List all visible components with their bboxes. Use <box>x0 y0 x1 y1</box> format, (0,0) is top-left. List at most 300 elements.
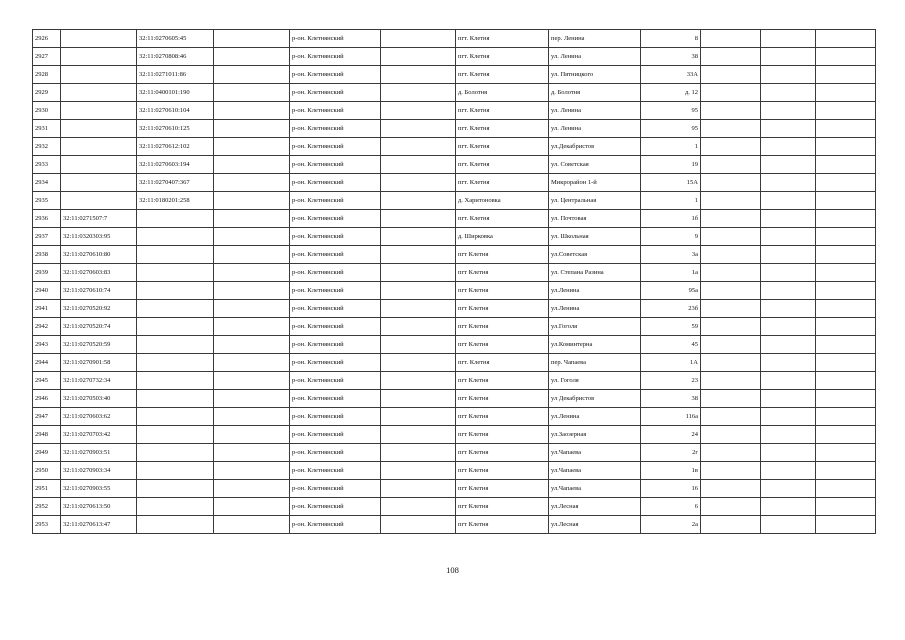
empty-cell <box>816 156 876 174</box>
table-row <box>33 354 876 372</box>
empty-cell <box>701 120 761 138</box>
cadastral-number-alt-cell <box>137 516 214 534</box>
table-row <box>33 498 876 516</box>
empty-cell <box>214 444 290 462</box>
house-number-cell: 33А <box>641 66 701 84</box>
empty-cell <box>701 228 761 246</box>
table-row <box>33 264 876 282</box>
district-cell: р-он. Клетнянский <box>290 390 381 408</box>
table-row <box>33 156 876 174</box>
empty-cell <box>701 498 761 516</box>
table-row <box>33 282 876 300</box>
cadastral-number-alt-cell: 32:11:0270603:194 <box>137 156 214 174</box>
cadastral-number-alt-cell <box>137 336 214 354</box>
empty-cell <box>214 300 290 318</box>
cadastral-number-alt-cell: 32:11:0271011:86 <box>137 66 214 84</box>
row-number-cell: 2934 <box>33 174 61 192</box>
empty-cell <box>381 336 456 354</box>
house-number-cell: 16 <box>641 480 701 498</box>
empty-cell <box>761 66 816 84</box>
district-cell: р-он. Клетнянский <box>290 84 381 102</box>
house-number-cell: 23б <box>641 300 701 318</box>
empty-cell <box>214 174 290 192</box>
district-cell: р-он. Клетнянский <box>290 426 381 444</box>
empty-cell <box>761 48 816 66</box>
empty-cell <box>214 138 290 156</box>
district-cell: р-он. Клетнянский <box>290 408 381 426</box>
cadastral-number-alt-cell <box>137 246 214 264</box>
empty-cell <box>214 48 290 66</box>
cadastral-number-alt-cell <box>137 282 214 300</box>
street-cell: ул. Ленина <box>549 102 641 120</box>
settlement-cell: пгт Клетня <box>456 318 549 336</box>
empty-cell <box>816 264 876 282</box>
table-row <box>33 210 876 228</box>
empty-cell <box>214 282 290 300</box>
house-number-cell: 38 <box>641 48 701 66</box>
empty-cell <box>816 120 876 138</box>
cadastral-number-cell: 32:11:0270610:80 <box>61 246 137 264</box>
empty-cell <box>214 264 290 282</box>
cadastral-number-cell: 32:11:0270901:58 <box>61 354 137 372</box>
empty-cell <box>761 30 816 48</box>
row-number-cell: 2940 <box>33 282 61 300</box>
empty-cell <box>214 390 290 408</box>
cadastral-number-alt-cell <box>137 408 214 426</box>
street-cell: ул. Ленина <box>549 48 641 66</box>
empty-cell <box>816 426 876 444</box>
street-cell: ул. Пятницкого <box>549 66 641 84</box>
table-row <box>33 192 876 210</box>
row-number-cell: 2943 <box>33 336 61 354</box>
table-row <box>33 462 876 480</box>
empty-cell <box>816 480 876 498</box>
empty-cell <box>381 354 456 372</box>
cadastral-number-cell: 32:11:0270613:50 <box>61 498 137 516</box>
district-cell: р-он. Клетнянский <box>290 264 381 282</box>
cadastral-number-alt-cell: 32:11:0270605:45 <box>137 30 214 48</box>
row-number-cell: 2933 <box>33 156 61 174</box>
empty-cell <box>214 84 290 102</box>
cadastral-number-cell: 32:11:0270603:83 <box>61 264 137 282</box>
row-number-cell: 2942 <box>33 318 61 336</box>
empty-cell <box>701 408 761 426</box>
street-cell: ул.Лесная <box>549 498 641 516</box>
street-cell: ул.Советская <box>549 246 641 264</box>
settlement-cell: пгт. Клетня <box>456 48 549 66</box>
house-number-cell: 95 <box>641 102 701 120</box>
cadastral-number-alt-cell <box>137 228 214 246</box>
table-row <box>33 102 876 120</box>
street-cell: ул.Ленина <box>549 282 641 300</box>
house-number-cell: 1 <box>641 192 701 210</box>
empty-cell <box>701 336 761 354</box>
table-row <box>33 444 876 462</box>
empty-cell <box>381 210 456 228</box>
house-number-cell: 6 <box>641 498 701 516</box>
cadastral-number-cell <box>61 138 137 156</box>
empty-cell <box>701 84 761 102</box>
empty-cell <box>214 498 290 516</box>
house-number-cell: 95а <box>641 282 701 300</box>
settlement-cell: пгт Клетня <box>456 516 549 534</box>
empty-cell <box>701 480 761 498</box>
table-row <box>33 30 876 48</box>
district-cell: р-он. Клетнянский <box>290 120 381 138</box>
empty-cell <box>214 156 290 174</box>
row-number-cell: 2949 <box>33 444 61 462</box>
empty-cell <box>381 426 456 444</box>
street-cell: ул.Чапаева <box>549 462 641 480</box>
house-number-cell: 1б <box>641 210 701 228</box>
district-cell: р-он. Клетнянский <box>290 48 381 66</box>
empty-cell <box>701 30 761 48</box>
settlement-cell: д. Болотня <box>456 84 549 102</box>
empty-cell <box>701 390 761 408</box>
house-number-cell: 15А <box>641 174 701 192</box>
cadastral-number-cell: 32:11:0270903:51 <box>61 444 137 462</box>
row-number-cell: 2937 <box>33 228 61 246</box>
empty-cell <box>214 192 290 210</box>
cadastral-number-alt-cell: 32:11:0180201:258 <box>137 192 214 210</box>
empty-cell <box>381 228 456 246</box>
cadastral-number-alt-cell <box>137 462 214 480</box>
empty-cell <box>381 300 456 318</box>
empty-cell <box>816 300 876 318</box>
empty-cell <box>816 282 876 300</box>
cadastral-number-cell: 32:11:0271507:7 <box>61 210 137 228</box>
empty-cell <box>701 426 761 444</box>
district-cell: р-он. Клетнянский <box>290 228 381 246</box>
row-number-cell: 2952 <box>33 498 61 516</box>
house-number-cell: 95 <box>641 120 701 138</box>
empty-cell <box>381 480 456 498</box>
row-number-cell: 2951 <box>33 480 61 498</box>
house-number-cell: 1А <box>641 354 701 372</box>
empty-cell <box>381 498 456 516</box>
cadastral-number-cell: 32:11:0320303:95 <box>61 228 137 246</box>
table-row <box>33 48 876 66</box>
empty-cell <box>381 66 456 84</box>
empty-cell <box>214 354 290 372</box>
settlement-cell: пгт. Клетня <box>456 138 549 156</box>
empty-cell <box>381 120 456 138</box>
empty-cell <box>761 282 816 300</box>
settlement-cell: пгт. Клетня <box>456 30 549 48</box>
row-number-cell: 2946 <box>33 390 61 408</box>
row-number-cell: 2926 <box>33 30 61 48</box>
table-row <box>33 318 876 336</box>
row-number-cell: 2936 <box>33 210 61 228</box>
empty-cell <box>816 408 876 426</box>
empty-cell <box>761 156 816 174</box>
empty-cell <box>761 390 816 408</box>
street-cell: д. Болотня <box>549 84 641 102</box>
cadastral-number-alt-cell: 32:11:0270808:46 <box>137 48 214 66</box>
street-cell: пер. Чапаева <box>549 354 641 372</box>
empty-cell <box>816 516 876 534</box>
house-number-cell: 23 <box>641 372 701 390</box>
empty-cell <box>701 318 761 336</box>
settlement-cell: пгт. Клетня <box>456 120 549 138</box>
cadastral-number-alt-cell: 32:11:0270610:125 <box>137 120 214 138</box>
empty-cell <box>701 210 761 228</box>
empty-cell <box>761 246 816 264</box>
empty-cell <box>701 264 761 282</box>
house-number-cell: 2а <box>641 516 701 534</box>
empty-cell <box>816 174 876 192</box>
street-cell: ул.Декабристов <box>549 138 641 156</box>
row-number-cell: 2939 <box>33 264 61 282</box>
empty-cell <box>816 30 876 48</box>
district-cell: р-он. Клетнянский <box>290 246 381 264</box>
cadastral-number-cell <box>61 66 137 84</box>
empty-cell <box>816 138 876 156</box>
row-number-cell: 2938 <box>33 246 61 264</box>
empty-cell <box>214 228 290 246</box>
property-register-table <box>32 29 876 534</box>
empty-cell <box>761 444 816 462</box>
settlement-cell: пгт. Клетня <box>456 210 549 228</box>
empty-cell <box>701 102 761 120</box>
empty-cell <box>816 84 876 102</box>
cadastral-number-alt-cell <box>137 480 214 498</box>
empty-cell <box>701 66 761 84</box>
cadastral-number-cell: 32:11:0270520:59 <box>61 336 137 354</box>
district-cell: р-он. Клетнянский <box>290 336 381 354</box>
table-row <box>33 336 876 354</box>
empty-cell <box>214 30 290 48</box>
cadastral-number-cell <box>61 84 137 102</box>
district-cell: р-он. Клетнянский <box>290 300 381 318</box>
empty-cell <box>701 138 761 156</box>
empty-cell <box>761 480 816 498</box>
cadastral-number-cell <box>61 192 137 210</box>
empty-cell <box>816 228 876 246</box>
cadastral-number-cell <box>61 156 137 174</box>
row-number-cell: 2929 <box>33 84 61 102</box>
house-number-cell: 1в <box>641 462 701 480</box>
empty-cell <box>381 390 456 408</box>
house-number-cell: 1а <box>641 264 701 282</box>
cadastral-number-alt-cell <box>137 264 214 282</box>
empty-cell <box>761 516 816 534</box>
district-cell: р-он. Клетнянский <box>290 102 381 120</box>
house-number-cell: 24 <box>641 426 701 444</box>
street-cell: ул.Гоголя <box>549 318 641 336</box>
house-number-cell: 2г <box>641 444 701 462</box>
row-number-cell: 2932 <box>33 138 61 156</box>
empty-cell <box>761 498 816 516</box>
empty-cell <box>381 282 456 300</box>
street-cell: ул. Степана Разина <box>549 264 641 282</box>
empty-cell <box>761 354 816 372</box>
empty-cell <box>761 462 816 480</box>
table-row <box>33 390 876 408</box>
empty-cell <box>381 84 456 102</box>
cadastral-number-alt-cell <box>137 444 214 462</box>
street-cell: ул Декабристов <box>549 390 641 408</box>
empty-cell <box>701 174 761 192</box>
empty-cell <box>816 66 876 84</box>
settlement-cell: пгт Клетня <box>456 408 549 426</box>
house-number-cell: 59 <box>641 318 701 336</box>
cadastral-number-cell <box>61 102 137 120</box>
row-number-cell: 2947 <box>33 408 61 426</box>
house-number-cell: 116а <box>641 408 701 426</box>
house-number-cell: 38 <box>641 390 701 408</box>
district-cell: р-он. Клетнянский <box>290 354 381 372</box>
street-cell: ул.Коминтерна <box>549 336 641 354</box>
table-row <box>33 228 876 246</box>
street-cell: ул.Ленина <box>549 300 641 318</box>
empty-cell <box>816 354 876 372</box>
empty-cell <box>381 516 456 534</box>
empty-cell <box>701 246 761 264</box>
cadastral-number-alt-cell <box>137 372 214 390</box>
empty-cell <box>381 408 456 426</box>
empty-cell <box>701 372 761 390</box>
street-cell: ул. Гоголя <box>549 372 641 390</box>
row-number-cell: 2950 <box>33 462 61 480</box>
cadastral-number-cell <box>61 174 137 192</box>
table-row <box>33 246 876 264</box>
table-row <box>33 84 876 102</box>
empty-cell <box>214 102 290 120</box>
row-number-cell: 2944 <box>33 354 61 372</box>
street-cell: Микрорайон 1-й <box>549 174 641 192</box>
street-cell: ул.Заозерная <box>549 426 641 444</box>
district-cell: р-он. Клетнянский <box>290 282 381 300</box>
table-row <box>33 66 876 84</box>
cadastral-number-cell <box>61 120 137 138</box>
table-row <box>33 120 876 138</box>
empty-cell <box>381 192 456 210</box>
cadastral-number-alt-cell: 32:11:0400101:190 <box>137 84 214 102</box>
row-number-cell: 2928 <box>33 66 61 84</box>
empty-cell <box>816 444 876 462</box>
settlement-cell: пгт Клетня <box>456 444 549 462</box>
empty-cell <box>214 372 290 390</box>
settlement-cell: пгт Клетня <box>456 480 549 498</box>
empty-cell <box>701 354 761 372</box>
empty-cell <box>761 300 816 318</box>
empty-cell <box>701 516 761 534</box>
house-number-cell: 45 <box>641 336 701 354</box>
house-number-cell: 8 <box>641 30 701 48</box>
row-number-cell: 2931 <box>33 120 61 138</box>
table-row <box>33 426 876 444</box>
settlement-cell: д. Харитоновка <box>456 192 549 210</box>
page-number: 108 <box>446 565 459 575</box>
empty-cell <box>816 318 876 336</box>
district-cell: р-он. Клетнянский <box>290 480 381 498</box>
empty-cell <box>761 174 816 192</box>
cadastral-number-alt-cell: 32:11:0270612:102 <box>137 138 214 156</box>
settlement-cell: пгт. Клетня <box>456 156 549 174</box>
empty-cell <box>214 336 290 354</box>
empty-cell <box>214 246 290 264</box>
district-cell: р-он. Клетнянский <box>290 516 381 534</box>
settlement-cell: пгт. Клетня <box>456 354 549 372</box>
street-cell: ул.Чапаева <box>549 444 641 462</box>
cadastral-number-cell: 32:11:0270703:42 <box>61 426 137 444</box>
district-cell: р-он. Клетнянский <box>290 192 381 210</box>
row-number-cell: 2935 <box>33 192 61 210</box>
table-row <box>33 516 876 534</box>
empty-cell <box>761 372 816 390</box>
empty-cell <box>761 318 816 336</box>
cadastral-number-alt-cell <box>137 210 214 228</box>
table-row <box>33 174 876 192</box>
cadastral-number-cell: 32:11:0270903:55 <box>61 480 137 498</box>
table-row <box>33 480 876 498</box>
cadastral-number-cell <box>61 30 137 48</box>
empty-cell <box>381 30 456 48</box>
empty-cell <box>381 138 456 156</box>
empty-cell <box>214 462 290 480</box>
empty-cell <box>701 300 761 318</box>
cadastral-number-cell: 32:11:0270732:34 <box>61 372 137 390</box>
settlement-cell: пгт. Клетня <box>456 66 549 84</box>
district-cell: р-он. Клетнянский <box>290 372 381 390</box>
empty-cell <box>761 408 816 426</box>
empty-cell <box>381 318 456 336</box>
district-cell: р-он. Клетнянский <box>290 210 381 228</box>
district-cell: р-он. Клетнянский <box>290 498 381 516</box>
district-cell: р-он. Клетнянский <box>290 138 381 156</box>
settlement-cell: пгт Клетня <box>456 264 549 282</box>
street-cell: ул. Почтовая <box>549 210 641 228</box>
cadastral-number-cell: 32:11:0270903:34 <box>61 462 137 480</box>
district-cell: р-он. Клетнянский <box>290 462 381 480</box>
cadastral-number-cell: 32:11:0270613:47 <box>61 516 137 534</box>
empty-cell <box>701 462 761 480</box>
empty-cell <box>816 336 876 354</box>
empty-cell <box>701 48 761 66</box>
row-number-cell: 2941 <box>33 300 61 318</box>
house-number-cell: 19 <box>641 156 701 174</box>
cadastral-number-alt-cell <box>137 498 214 516</box>
street-cell: ул. Школьная <box>549 228 641 246</box>
empty-cell <box>701 444 761 462</box>
cadastral-number-alt-cell <box>137 300 214 318</box>
empty-cell <box>381 174 456 192</box>
house-number-cell: д. 12 <box>641 84 701 102</box>
street-cell: ул.Чапаева <box>549 480 641 498</box>
settlement-cell: пгт Клетня <box>456 372 549 390</box>
district-cell: р-он. Клетнянский <box>290 174 381 192</box>
house-number-cell: 9 <box>641 228 701 246</box>
row-number-cell: 2948 <box>33 426 61 444</box>
empty-cell <box>761 228 816 246</box>
table-row <box>33 138 876 156</box>
settlement-cell: пгт. Клетня <box>456 102 549 120</box>
street-cell: ул. Центральная <box>549 192 641 210</box>
settlement-cell: пгт Клетня <box>456 498 549 516</box>
cadastral-number-cell <box>61 48 137 66</box>
settlement-cell: д. Ширковка <box>456 228 549 246</box>
cadastral-number-cell: 32:11:0270503:40 <box>61 390 137 408</box>
empty-cell <box>816 48 876 66</box>
empty-cell <box>761 426 816 444</box>
empty-cell <box>761 102 816 120</box>
district-cell: р-он. Клетнянский <box>290 156 381 174</box>
cadastral-number-cell: 32:11:0270520:92 <box>61 300 137 318</box>
empty-cell <box>761 264 816 282</box>
row-number-cell: 2953 <box>33 516 61 534</box>
district-cell: р-он. Клетнянский <box>290 30 381 48</box>
